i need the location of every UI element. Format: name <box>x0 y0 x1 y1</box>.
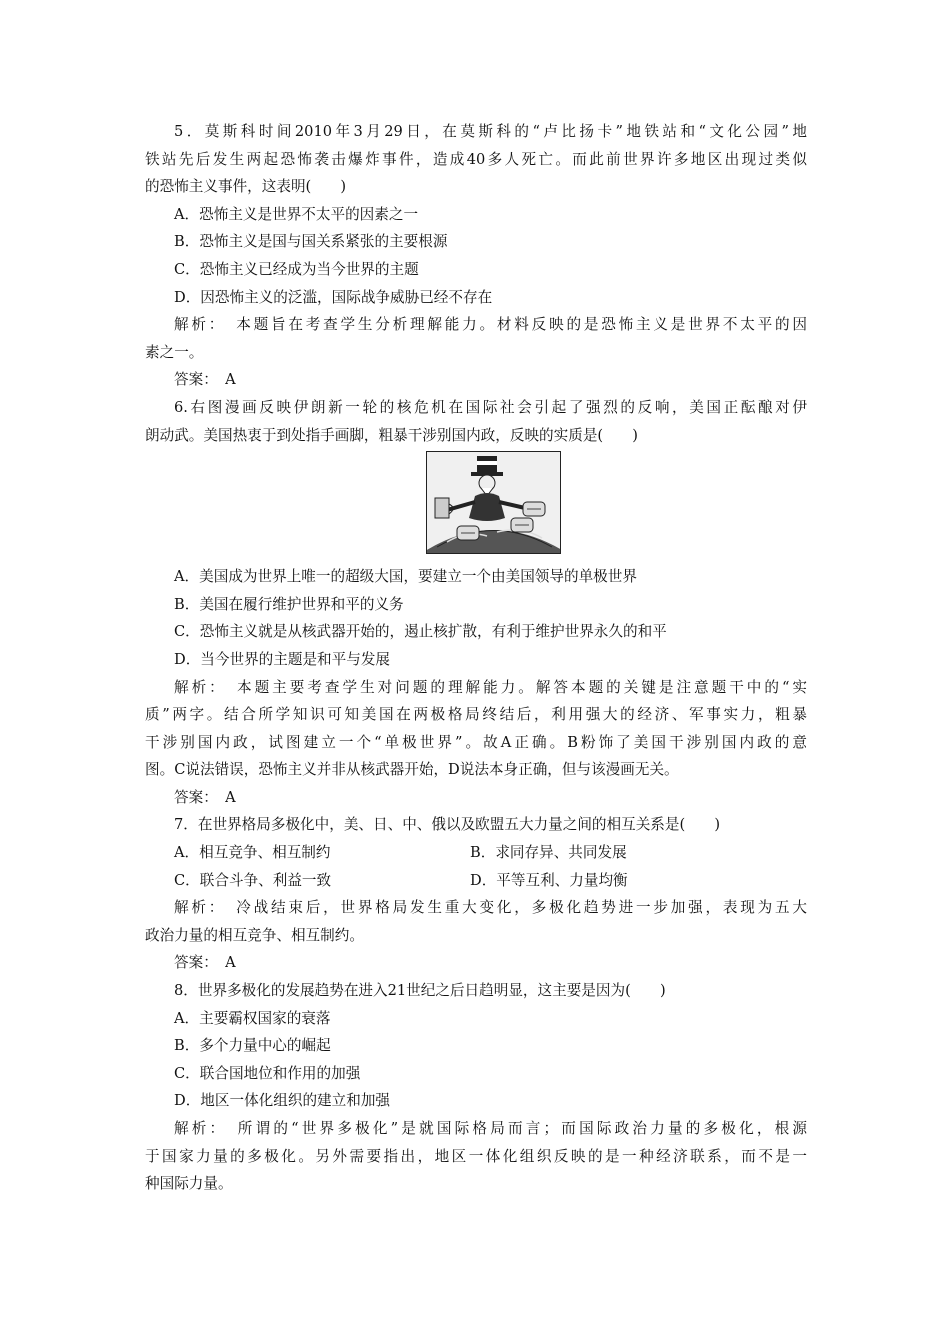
page-content <box>145 118 807 1198</box>
question-7-option-c: C．联合斗争、利益一致 <box>174 871 332 889</box>
political-cartoon-image <box>426 451 561 554</box>
question-7-option-d: D．平等互利、力量均衡 <box>470 871 628 889</box>
question-6-analysis-line-3: 干涉别国内政，试图建立一个“单极世界”。故A正确。B粉饰了美国干涉别国内政的意 <box>145 733 807 751</box>
question-5-stem-line-1: 5．莫斯科时间2010年3月29日，在莫斯科的“卢比扬卡”地铁站和“文化公园”地 <box>174 123 807 140</box>
question-7-option-a: A．相互竞争、相互制约 <box>174 844 331 862</box>
question-5-option-b: B．恐怖主义是国与国关系紧张的主要根源 <box>174 233 448 251</box>
question-8 <box>145 977 807 1198</box>
question-5-stem-line-3: 的恐怖主义事件，这表明( ) <box>145 178 347 196</box>
question-5-stem-line-2: 铁站先后发生两起恐怖袭击爆炸事件，造成40多人死亡。而此前世界许多地区出现过类似 <box>145 150 807 168</box>
question-8-analysis-line-3: 种国际力量。 <box>145 1175 233 1193</box>
question-7-analysis-line-1: 解析： 冷战结束后，世界格局发生重大变化，多极化趋势进一步加强，表现为五大 <box>174 899 807 917</box>
question-5-option-a: A．恐怖主义是世界不太平的因素之一 <box>174 205 419 223</box>
question-6-stem-line-2: 朗动武。美国热衷于到处指手画脚，粗暴干涉别国内政，反映的实质是( ) <box>145 426 638 444</box>
question-5-option-c: C．恐怖主义已经成为当今世界的主题 <box>174 260 419 278</box>
question-5-analysis-line-2: 素之一。 <box>145 343 204 361</box>
question-6-stem-line-1: 6.右图漫画反映伊朗新一轮的核危机在国际社会引起了强烈的反响，美国正酝酿对伊 <box>174 398 807 416</box>
question-8-option-a: A．主要霸权国家的衰落 <box>174 1009 331 1027</box>
question-6-analysis-line-4: 图。C说法错误，恐怖主义并非从核武器开始，D说法本身正确，但与该漫画无关。 <box>145 761 679 779</box>
question-6-analysis-line-1: 解析： 本题主要考查学生对问题的理解能力。解答本题的关键是注意题干中的“实 <box>174 678 807 696</box>
question-6-option-a: A．美国成为世界上唯一的超级大国，要建立一个由美国领导的单极世界 <box>174 568 637 586</box>
question-8-option-d: D．地区一体化组织的建立和加强 <box>174 1092 391 1110</box>
question-6-option-d: D．当今世界的主题是和平与发展 <box>174 650 391 668</box>
question-7-options-row-2 <box>145 867 807 895</box>
question-6-analysis-line-2: 质”两字。结合所学知识可知美国在两极格局终结后，利用强大的经济、军事实力，粗暴 <box>145 706 807 724</box>
question-5-answer: 答案： A <box>174 371 236 389</box>
question-6-option-c: C．恐怖主义就是从核武器开始的，遏止核扩散，有利于维护世界永久的和平 <box>174 623 667 641</box>
question-5-analysis-line-1: 解析： 本题旨在考查学生分析理解能力。材料反映的是恐怖主义是世界不太平的因 <box>174 316 807 334</box>
question-5 <box>145 118 807 394</box>
question-7-stem: 7．在世界格局多极化中，美、日、中、俄以及欧盟五大力量之间的相互关系是( ) <box>174 816 721 834</box>
question-6 <box>145 394 807 812</box>
question-6-option-b: B．美国在履行维护世界和平的义务 <box>174 595 404 613</box>
question-5-option-d: D．因恐怖主义的泛滥，国际战争威胁已经不存在 <box>174 288 493 306</box>
question-7-answer: 答案： A <box>174 954 236 972</box>
question-7-analysis-line-2: 政治力量的相互竞争、相互制约。 <box>145 926 364 944</box>
question-8-option-c: C．联合国地位和作用的加强 <box>174 1064 361 1082</box>
question-8-analysis-line-1: 解析： 所谓的“世界多极化”是就国际格局而言；而国际政治力量的多极化，根源 <box>174 1120 807 1137</box>
question-8-analysis-line-2: 于国家力量的多极化。另外需要指出，地区一体化组织反映的是一种经济联系，而不是一 <box>145 1147 807 1165</box>
question-7-option-b: B．求同存异、共同发展 <box>470 844 627 862</box>
question-7-options-row-1 <box>145 839 807 867</box>
question-6-answer: 答案： A <box>174 788 236 806</box>
question-8-stem: 8．世界多极化的发展趋势在进入21世纪之后日趋明显，这主要是因为( ) <box>174 982 666 1000</box>
cartoon-figure <box>145 449 807 563</box>
question-8-option-b: B．多个力量中心的崛起 <box>174 1037 331 1055</box>
question-7 <box>145 811 807 977</box>
